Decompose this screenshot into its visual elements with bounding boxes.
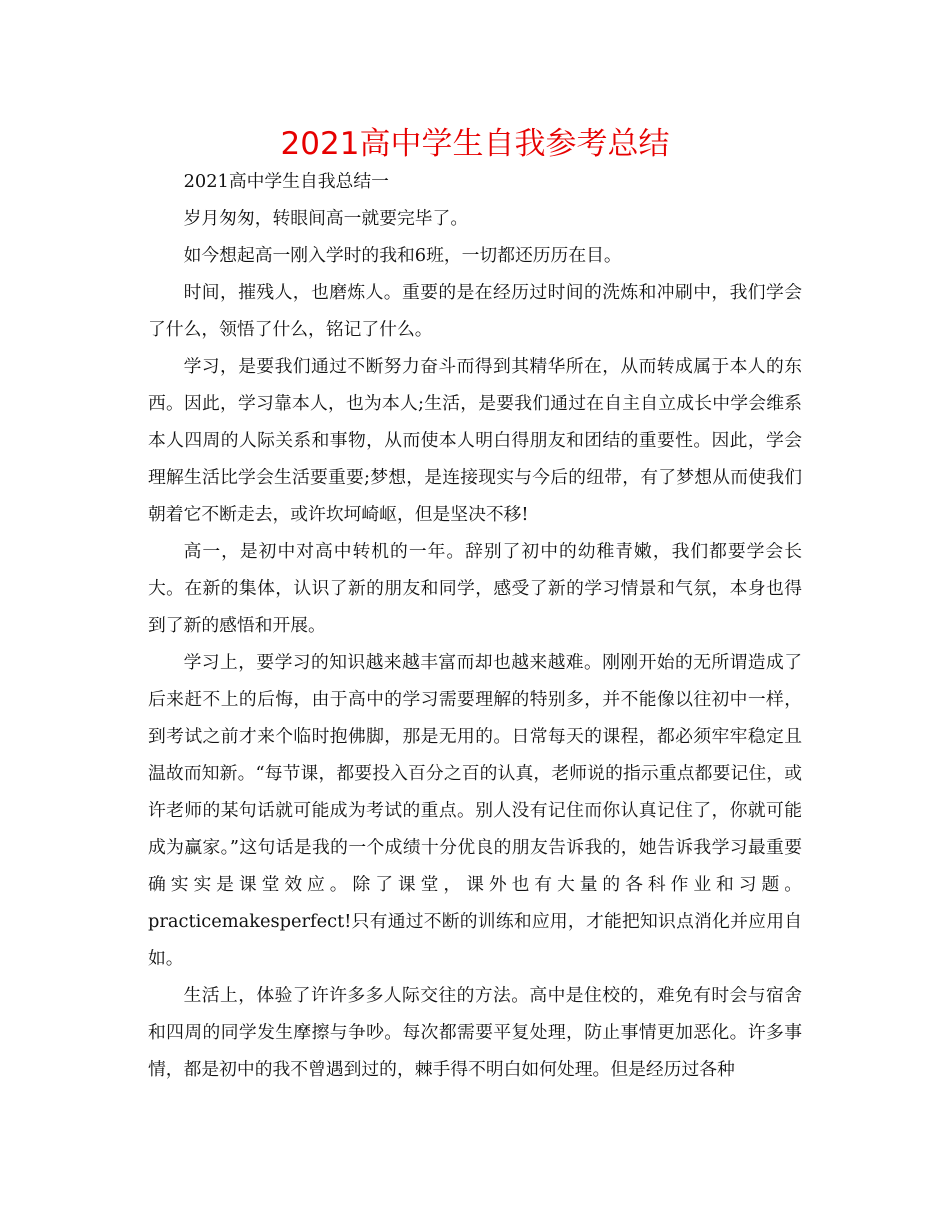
document-body: [148, 163, 802, 1088]
paragraph: 生活上，体验了许许多多人际交往的方法。高中是住校的，难免有时会与宿舍和四周的同学发生摩擦与争吵。每次都需要平复处理，防止事情更加恶化。许多事情，都是初中的我不曾遇到过的，棘手得不明白如何处理。但是经历过各种: [148, 985, 802, 1080]
paragraph: 时间，摧残人，也磨炼人。重要的是在经历过时间的洗炼和冲刷中，我们学会了什么，领悟了什么，铭记了什么。: [148, 282, 802, 340]
paragraph: 学习，是要我们通过不断努力奋斗而得到其精华所在，从而转成属于本人的东西。因此，学习靠本人，也为本人;生活，是要我们通过在自主自立成长中学会维系本人四周的人际关系和事物，从而使本人明白得朋友和团结的重要性。因此，学会理解生活比学会生活要重要;梦想，是连接现实与今后的纽带，有了梦想从而使我们朝着它不断走去，或许坎坷崎岖，但是坚决不移!: [148, 356, 802, 525]
paragraph: 岁月匆匆，转眼间高一就要完毕了。: [183, 208, 469, 229]
paragraph: 如今想起高一刚入学时的我和6班，一切都还历历在目。: [183, 245, 622, 266]
paragraph: 高一，是初中对高中转机的一年。辞别了初中的幼稚青嫩，我们都要学会长大。在新的集体，认识了新的朋友和同学，感受了新的学习情景和气氛，本身也得到了新的感悟和开展。: [148, 541, 802, 636]
paragraph: 学习上，要学习的知识越来越丰富而却也越来越难。刚刚开始的无所谓造成了后来赶不上的后悔，由于高中的学习需要理解的特别多，并不能像以往初中一样，到考试之前才来个临时抱佛脚，那是无用的。日常每天的课程，都必须牢牢稳定且温故而知新。“每节课，都要投入百分之百的认真，老师说的指示重点都要记住，或许老师的某句话就可能成为考试的重点。别人没有记住而你认真记住了，你就可能成为赢家。”这句话是我的一个成绩十分优良的朋友告诉我的，她告诉我学习最重要确实实是课堂效应。除了课堂，课外也有大量的各科作业和习题。practicemakesperfect!只有通过不断的训练和应用，才能把知识点消化并应用自如。: [148, 652, 802, 969]
paragraph-subtitle: 2021高中学生自我总结一: [183, 171, 389, 192]
document-title: 2021高中学生自我参考总结: [280, 126, 670, 162]
